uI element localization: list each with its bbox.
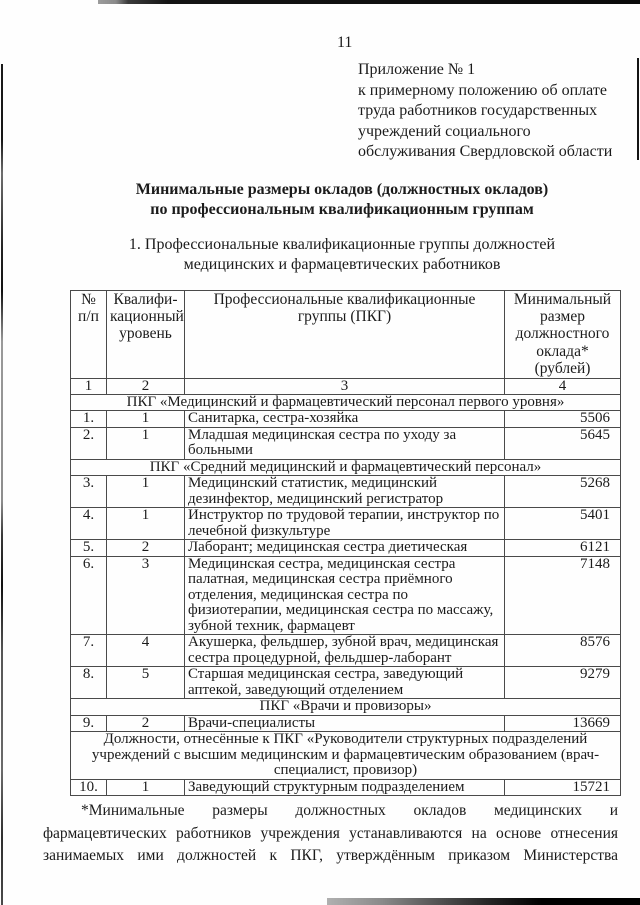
position-name-cell: Медицинский статистик, медицинский дезинфектор, медицинский регистратор [185,476,505,508]
section-title-cell: ПКГ «Средний медицинский и фармацевтический персонал» [71,459,621,476]
row-number-cell: 4. [71,508,107,540]
table-section-row [71,732,621,780]
scan-artifact-top-edge [98,0,640,4]
appendix-line: к примерному положению об оплате [358,81,607,99]
table-row [71,635,621,667]
row-number-cell: 2. [71,427,107,459]
column-number: 3 [185,378,505,394]
column-number: 4 [505,378,621,394]
document-title [0,180,640,221]
position-name-cell: Заведующий структурным подразделением [185,779,505,796]
position-name-cell: Медицинская сестра, медицинская сестра палатная, медицинская сестра приёмного отделения, медицинская сестра по физиотерапии, медицинская сестра по массажу, зубной техник, фармацевт [185,556,505,635]
qual-level-cell: 1 [107,779,185,796]
table-row [71,540,621,557]
salary-cell: 7148 [505,556,621,635]
salary-cell: 5506 [505,411,621,428]
position-name-cell: Врачи-специалисты [185,715,505,732]
section-title-cell: ПКГ «Врачи и провизоры» [71,699,621,716]
appendix-line: учреждений социального [358,122,531,140]
salary-cell: 5401 [505,508,621,540]
row-number-cell: 3. [71,476,107,508]
row-number-cell: 7. [71,635,107,667]
footnote-line: *Минимальные размеры должностных окладов медицинских и [81,802,618,820]
qual-level-cell: 2 [107,540,185,557]
section-title-cell: Должности, отнесённые к ПКГ «Руководители структурных подразделений учреждений с высшим медицинским и фармацевтическим образованием (врач-специалист, провизор) [71,732,621,780]
table-row [71,779,621,796]
table-header-row [71,290,621,378]
position-name-cell: Старшая медицинская сестра, заведующий аптекой, заведующий отделением [185,667,505,699]
salary-cell: 15721 [505,779,621,796]
row-number-cell: 5. [71,540,107,557]
salary-cell: 8576 [505,635,621,667]
salary-cell: 13669 [505,715,621,732]
header-qual-level: Квалифи-кационный уровень [107,290,185,378]
header-row-number: № п/п [71,290,107,378]
position-name-cell: Лаборант; медицинская сестра диетическая [185,540,505,557]
appendix-line: Приложение № 1 [358,61,476,78]
qual-level-cell: 1 [107,411,185,428]
row-number-cell: 8. [71,667,107,699]
appendix-line: труда работников государственных [358,102,598,119]
position-name-cell: Младшая медицинская сестра по уходу за больными [185,427,505,459]
row-number-cell: 1. [71,411,107,428]
table-section-row [71,459,621,476]
scan-artifact-bottom-edge [327,898,640,905]
column-numbers-row [71,378,621,394]
qual-level-cell: 3 [107,556,185,635]
row-number-cell: 6. [71,556,107,635]
table-row [71,476,621,508]
table-section-row [71,699,621,716]
salary-table [70,290,621,797]
header-pkg-group: Профессиональные квалификационные группы (ПКГ) [185,290,505,378]
footnote-line: фармацевтических работников учреждения устанавливаются на основе отнесения [43,824,618,842]
column-number: 2 [107,378,185,394]
position-name-cell: Инструктор по трудовой терапии, инструктор по лечебной физкультуре [185,508,505,540]
section-heading-line: 1. Профессиональные квалификационные группы должностей [128,235,556,253]
salary-cell: 6121 [505,540,621,557]
appendix-block [358,60,640,163]
appendix-line: обслуживания Свердловской области [358,143,613,160]
scan-artifact-right-edge [637,58,639,160]
footnote-line: занимаемых ими должностей к ПКГ, утверждённым приказом Министерства [43,847,618,865]
qual-level-cell: 2 [107,715,185,732]
row-number-cell: 10. [71,779,107,796]
qual-level-cell: 4 [107,635,185,667]
footnote [43,800,618,868]
table-row [71,715,621,732]
document-title-line: по профессиональным квалификационным группам [150,201,534,218]
qual-level-cell: 5 [107,667,185,699]
position-name-cell: Акушерка, фельдшер, зубной врач, медицинская сестра процедурной, фельдшер-лаборант [185,635,505,667]
qual-level-cell: 1 [107,476,185,508]
position-name-cell: Санитарка, сестра-хозяйка [185,411,505,428]
document-title-line: Минимальные размеры окладов (должностных окладов) [135,180,549,198]
qual-level-cell: 1 [107,427,185,459]
table-row [71,556,621,635]
scan-artifact-left-edge [1,64,3,905]
header-min-salary: Минимальный размер должностного оклада* (рублей) [505,290,621,378]
table-row [71,508,621,540]
salary-cell: 5645 [505,427,621,459]
row-number-cell: 9. [71,715,107,732]
salary-cell: 9279 [505,667,621,699]
section-heading-line: медицинских и фармацевтических работников [183,256,501,273]
page-number: 11 [337,34,353,51]
column-number: 1 [71,378,107,394]
section-heading [0,235,640,276]
table-row [71,667,621,699]
section-title-cell: ПКГ «Медицинский и фармацевтический персонал первого уровня» [71,394,621,411]
salary-cell: 5268 [505,476,621,508]
qual-level-cell: 1 [107,508,185,540]
table-row [71,427,621,459]
table-row [71,411,621,428]
table-section-row [71,394,621,411]
